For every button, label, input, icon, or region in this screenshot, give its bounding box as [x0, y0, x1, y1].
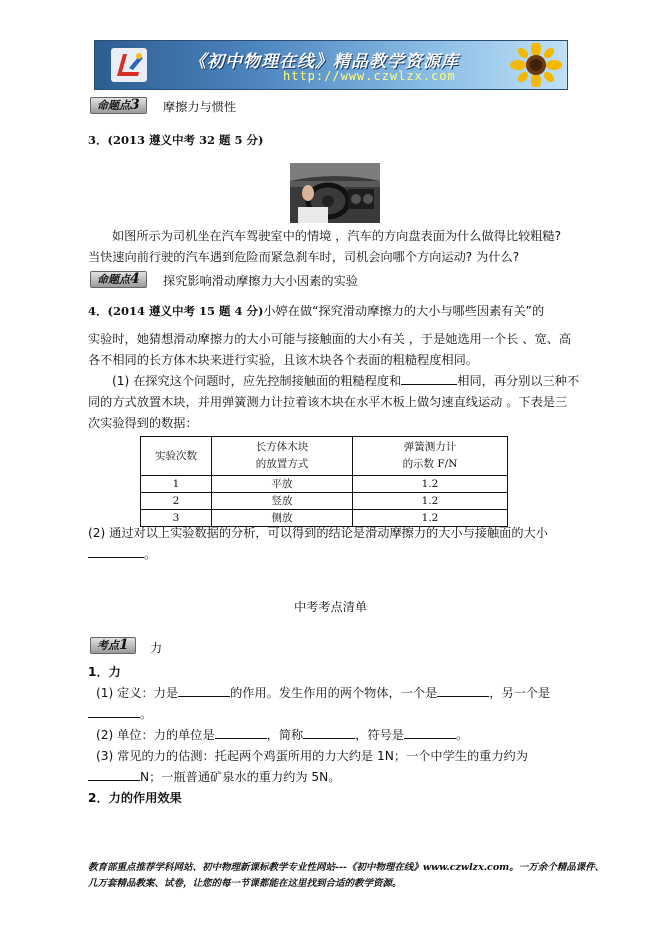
answer-blank-unit-short[interactable] [303, 726, 355, 739]
table-cell: 3 [141, 510, 212, 527]
table-cell: 1.2 [353, 510, 508, 527]
answer-blank-student-weight[interactable] [88, 768, 140, 781]
answer-blank-control-variable[interactable] [401, 372, 457, 385]
section-title: 中考考点清单 [293, 600, 368, 614]
table-cell: 1.2 [353, 493, 508, 510]
table-row [141, 493, 508, 510]
question-3-header: 3．(2013 遵义中考 32 题 5 分) [88, 133, 264, 147]
answer-blank-object-1[interactable] [437, 684, 489, 697]
banner-title: 《初中物理在线》精品教学资源库 [189, 52, 459, 72]
column-header: 长方体木块 的放置方式 [212, 437, 353, 476]
question-4-body: 4．(2014 遵义中考 15 题 4 分)小婷在做“探究滑动摩擦力的大小与哪些因素有关”的 实验时，她猜想滑动摩擦力的大小可能与接触面的大小有关 ，于是她选用一个长 、宽、高 各不相同的长方体木块来进行实验，且该木块各个表面的粗糙程度相同。 (1) 在探究这个问题时，应先控制接触面的粗糙程度和 相同，再分别以三种不 同的方式放置木块，并用弹簧测力计拉着该木块在水平木板上做匀速直线运动 。下表是三 次实验得到的数据： [88, 304, 580, 430]
sunflower-icon [507, 43, 565, 87]
question-4-part-2: (2) 通过对以上实验数据的分析，可以得到的结论是滑动摩擦力的大小与接触面的大小 。 [88, 526, 548, 561]
column-header: 弹簧测力计 的示数 F/N [353, 437, 508, 476]
table-row [141, 476, 508, 493]
answer-blank-definition[interactable] [178, 684, 230, 697]
answer-blank-object-2[interactable] [88, 705, 140, 718]
banner-url[interactable]: http://www.czwlzx.com [283, 69, 456, 83]
answer-blank-unit-symbol[interactable] [404, 726, 456, 739]
topic-title-4: 探究影响滑动摩擦力大小因素的实验 [163, 274, 358, 288]
table-cell: 平放 [212, 476, 353, 493]
question-3-body: 如图所示为司机坐在汽车驾驶室中的情境 ，汽车的方向盘表面为什么做得比较粗糙? 当快速向前行驶的汽车遇到危险而紧急刹车时，司机会向哪个方向运动? 为什么? [88, 229, 562, 264]
answer-blank-unit[interactable] [215, 726, 267, 739]
table-cell: 1.2 [353, 476, 508, 493]
experiment-data-table [140, 436, 508, 527]
topic-tag-4: 命题点4 [90, 271, 147, 288]
table-cell: 竖放 [212, 493, 353, 510]
table-header-row [141, 437, 508, 476]
table-cell: 2 [141, 493, 212, 510]
knowledge-point-title-1: 力 [150, 641, 163, 655]
column-header: 实验次数 [141, 437, 212, 476]
force-section: 1．力 (1) 定义：力是 的作用。发生作用的两个物体，一个是 ，另一个是 。 (2) 单位：力的单位是 ，简称 ，符号是 。 (3) 常见的力的估测：托起两个鸡蛋所用的力大约是 1N；一个中学生的重力约为 N；一瓶普通矿泉水的重力约为 5N。 2．力的作用效果 [88, 665, 551, 805]
header-banner [94, 40, 568, 90]
page-footer: 教育部重点推荐学科网站、初中物理新课标教学专业性网站---《初中物理在线》www.czwlzx.com。一万余个精品课件、 几万套精品教案、试卷，让您的每一节课都能在这里找到合适的教学资源。 [88, 862, 605, 889]
car-dashboard-photo [290, 163, 380, 223]
site-logo-icon [109, 46, 149, 84]
knowledge-point-tag-1: 考点1 [90, 637, 136, 654]
answer-blank-conclusion[interactable] [88, 545, 144, 558]
topic-tag-3: 命题点3 [90, 97, 147, 114]
table-cell: 1 [141, 476, 212, 493]
topic-title-3: 摩擦力与惯性 [163, 100, 237, 114]
table-cell: 侧放 [212, 510, 353, 527]
